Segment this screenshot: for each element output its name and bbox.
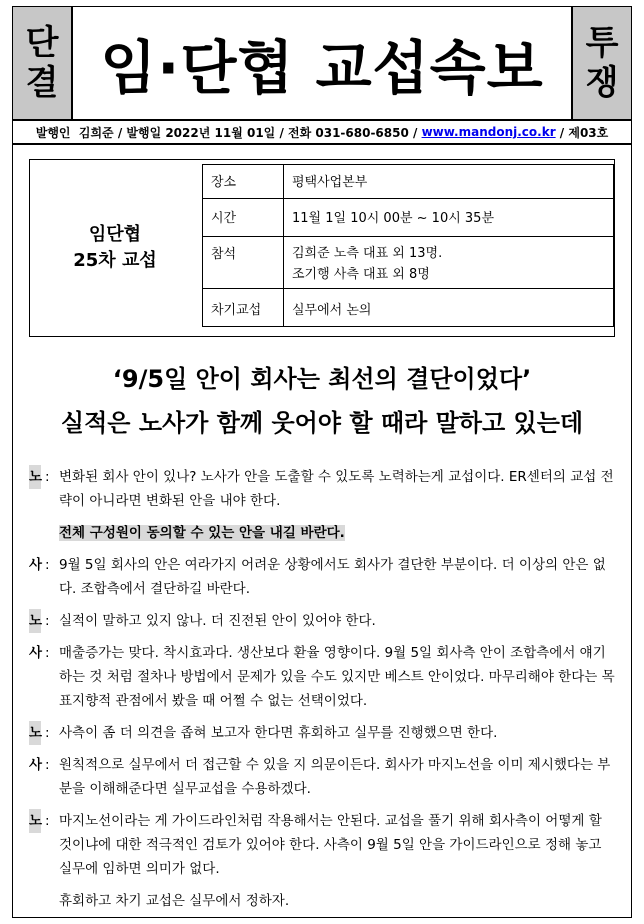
key-text: 장소: [211, 175, 237, 190]
masthead-left-label: [13, 7, 73, 119]
dialogue-paragraph: [29, 553, 615, 601]
right-char-2: 쟁: [585, 63, 619, 103]
paragraph-text: 9월 5일 회사의 안은 여라가지 어려운 상황에서도 회사가 결단한 부분이다. 더 이상의 안은 없다. 조합측에서 결단하길 바란다.: [59, 557, 606, 597]
colon: :: [45, 645, 50, 661]
row-value: [284, 165, 614, 199]
website-link[interactable]: www.mandonj.co.kr: [421, 125, 556, 139]
right-char-1: 투: [585, 23, 619, 63]
dialogue-paragraph: [29, 753, 615, 801]
paragraph-text: 원칙적으로 실무에서 더 접근할 수 있을 지 의문이든다. 회사가 마지노선을 이미 제시했다는 부분을 이해해준다면 실무교섭을 수용하겠다.: [59, 757, 611, 797]
paragraph-text: 마지노선이라는 게 가이드라인처럼 작용해서는 안된다. 교섭을 풀기 위해 회사측이 어떻게 할 것이냐에 대한 적극적인 검토가 있어야 한다. 사측이 9월 5일 안을 가이드라인으로 정해 놓고 실무에 임하면 의미가 없다.: [59, 813, 602, 877]
row-key: [203, 289, 284, 327]
speaker-label: 사: [29, 645, 43, 661]
row-value: [284, 237, 614, 289]
paragraph-text: 변화된 회사 안이 있나? 노사가 안을 도출할 수 있도록 노력하는게 교섭이다. ER센터의 교섭 전략이 아니라면 변화된 안을 내야 한다.: [59, 469, 614, 509]
row-key: [203, 237, 284, 289]
colon: :: [45, 757, 50, 773]
speaker-label: 사: [29, 757, 43, 773]
closing-statement: 휴회하고 차기 교섭은 실무에서 정하자.: [59, 893, 290, 909]
meeting-title: [30, 160, 200, 336]
table-row: [203, 165, 614, 199]
headline-line2: 실적은 노사가 함께 웃어야 할 때라 말하고 있는데: [60, 409, 584, 437]
publisher-info: 발행인 김희준 / 발행일 2022년 11월 01일 / 전화 031-680-6850 /: [35, 125, 422, 140]
speaker-label: 노: [29, 609, 41, 633]
key-text: 차기교섭: [211, 303, 262, 318]
key-text: 시간: [211, 211, 237, 226]
meeting-summary-box: [29, 159, 615, 337]
left-char-2: 결: [25, 63, 59, 103]
table-row: [203, 199, 614, 237]
speaker-label: 노: [29, 465, 41, 489]
table-row: [203, 237, 614, 289]
row-key: [203, 199, 284, 237]
dialogue-paragraph: [29, 609, 615, 633]
table-row: [203, 289, 614, 327]
colon: :: [45, 613, 50, 629]
value-text-line1: 김희준 노측 대표 외 13명.: [292, 246, 443, 261]
colon: :: [45, 813, 50, 829]
dialogue-paragraph: [29, 465, 615, 513]
masthead-right-label: [571, 7, 631, 119]
value-text: 평택사업본부: [292, 175, 368, 190]
publication-info-bar: [13, 119, 631, 145]
row-value: [284, 289, 614, 327]
paragraph-text: 실적이 말하고 있지 않나. 더 진전된 안이 있어야 한다.: [59, 613, 376, 629]
colon: :: [45, 557, 50, 573]
paragraph-text: 매출증가는 맞다. 착시효과다. 생산보다 환율 영향이다. 9월 5일 회사측 안이 조합측에서 얘기하는 것 처럼 절차나 방법에서 문제가 있을 수도 있지만 베스트 안이었다. 마무리해야 한다는 목표지향적 관점에서 봤을 때 어쩔 수 없는 선택이었다.: [59, 645, 615, 709]
newsletter-page: [12, 6, 632, 918]
newsletter-title: 임·단협 교섭속보: [100, 34, 544, 102]
value-text-line2: 조기행 사측 대표 외 8명: [292, 267, 430, 282]
masthead: [13, 7, 631, 119]
value-text: 11월 1일 10시 00분 ~ 10시 35분: [292, 211, 495, 226]
colon: :: [45, 469, 50, 485]
note-text: 전체 구성원이 동의할 수 있는 안을 내길 바란다.: [59, 525, 345, 541]
speaker-label: 노: [29, 809, 41, 833]
meeting-title-line1: 임단협: [88, 224, 142, 245]
meeting-info-table: [202, 164, 614, 327]
key-text: 참석: [211, 247, 237, 262]
issue-number: / 제03호: [555, 125, 609, 140]
dialogue-paragraph: [29, 721, 615, 745]
colon: :: [45, 725, 50, 741]
highlighted-note: [29, 521, 615, 545]
dialogue-body: [29, 465, 615, 913]
meeting-title-line2: 25차 교섭: [73, 250, 157, 271]
dialogue-paragraph: [29, 809, 615, 881]
headline-line1: ‘9/5일 안이 회사는 최선의 결단이었다’: [112, 365, 532, 393]
speaker-label: 사: [29, 557, 43, 573]
value-text: 실무에서 논의: [292, 303, 372, 318]
dialogue-paragraph: [29, 641, 615, 713]
speaker-label: 노: [29, 721, 41, 745]
row-value: [284, 199, 614, 237]
paragraph-text: 사측이 좀 더 의견을 좁혀 보고자 한다면 휴회하고 실무를 진행했으면 한다.: [59, 725, 498, 741]
left-char-1: 단: [25, 23, 59, 63]
row-key: [203, 165, 284, 199]
